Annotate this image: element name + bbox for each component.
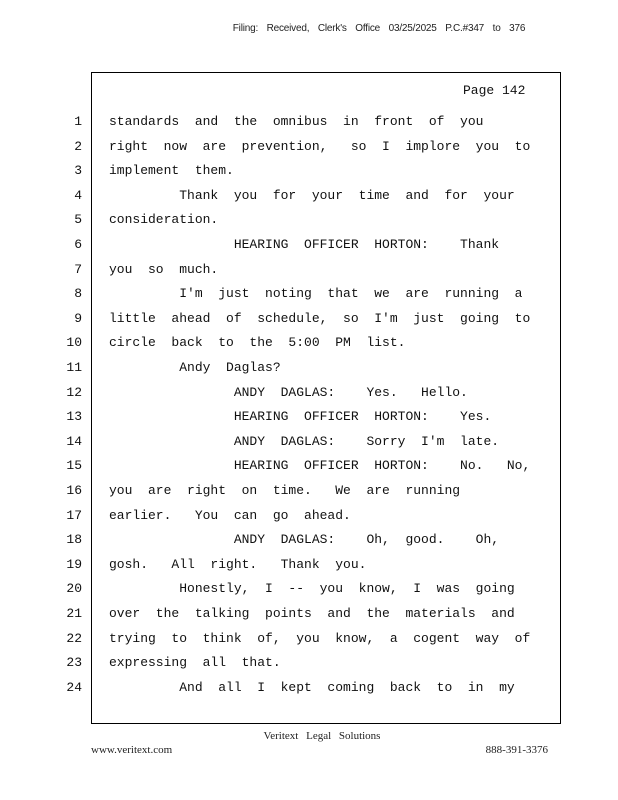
- line-number: 15: [66, 458, 82, 473]
- line-number: 24: [66, 680, 82, 695]
- transcript-line-text: you so much.: [109, 262, 219, 277]
- line-number: 23: [66, 655, 82, 670]
- transcript-line-text: earlier. You can go ahead.: [109, 508, 351, 523]
- transcript-line-text: HEARING OFFICER HORTON: No. No,: [109, 458, 531, 473]
- transcript-line-text: over the talking points and the materials and: [109, 606, 515, 621]
- transcript-line-text: ANDY DAGLAS: Sorry I'm late.: [109, 434, 500, 449]
- line-number: 2: [74, 139, 82, 154]
- line-number: 5: [74, 212, 82, 227]
- transcript-line-text: circle back to the 5:00 PM list.: [109, 335, 406, 350]
- transcript-line-text: I'm just noting that we are running a: [109, 286, 523, 301]
- line-number: 9: [74, 311, 82, 326]
- line-number: 4: [74, 188, 82, 203]
- transcript-line-text: ANDY DAGLAS: Yes. Hello.: [109, 385, 468, 400]
- line-number: 14: [66, 434, 82, 449]
- line-number: 16: [66, 483, 82, 498]
- transcript-line-text: ANDY DAGLAS: Oh, good. Oh,: [109, 532, 500, 547]
- transcript-line-text: trying to think of, you know, a cogent way of: [109, 631, 531, 646]
- transcript-line-text: standards and the omnibus in front of you: [109, 114, 484, 129]
- transcript-line-text: consideration.: [109, 212, 219, 227]
- line-number: 8: [74, 286, 82, 301]
- line-number: 7: [74, 262, 82, 277]
- transcript-line-text: Honestly, I -- you know, I was going: [109, 581, 515, 596]
- transcript-line-text: Thank you for your time and for your: [109, 188, 515, 203]
- line-number: 20: [66, 581, 82, 596]
- transcript-line-text: right now are prevention, so I implore you to: [109, 139, 531, 154]
- line-number: 18: [66, 532, 82, 547]
- line-number: 21: [66, 606, 82, 621]
- page-number: Page 142: [463, 83, 526, 98]
- transcript-line-text: And all I kept coming back to in my: [109, 680, 515, 695]
- line-number: 11: [66, 360, 82, 375]
- line-number: 3: [74, 163, 82, 178]
- line-number: 13: [66, 409, 82, 424]
- footer-website: www.veritext.com: [91, 744, 173, 756]
- line-number: 10: [66, 335, 82, 350]
- footer-phone: 888-391-3376: [485, 744, 548, 756]
- line-number: 17: [66, 508, 82, 523]
- line-number: 12: [66, 385, 82, 400]
- line-number: 1: [74, 114, 82, 129]
- footer-company-name: Veritext Legal Solutions: [263, 730, 381, 742]
- transcript-line-text: Andy Daglas?: [109, 360, 281, 375]
- line-number: 19: [66, 557, 82, 572]
- transcript-line-text: HEARING OFFICER HORTON: Yes.: [109, 409, 492, 424]
- transcript-line-text: implement them.: [109, 163, 234, 178]
- line-number: 6: [74, 237, 82, 252]
- transcript-line-text: expressing all that.: [109, 655, 281, 670]
- transcript-line-text: HEARING OFFICER HORTON: Thank: [109, 237, 500, 252]
- transcript-line-text: you are right on time. We are running: [109, 483, 461, 498]
- filing-stamp-header: Filing: Received, Clerk's Office 03/25/2025 P.C.#347 to 376: [232, 23, 526, 34]
- transcript-line-text: little ahead of schedule, so I'm just going to: [109, 311, 531, 326]
- line-number: 22: [66, 631, 82, 646]
- transcript-line-text: gosh. All right. Thank you.: [109, 557, 367, 572]
